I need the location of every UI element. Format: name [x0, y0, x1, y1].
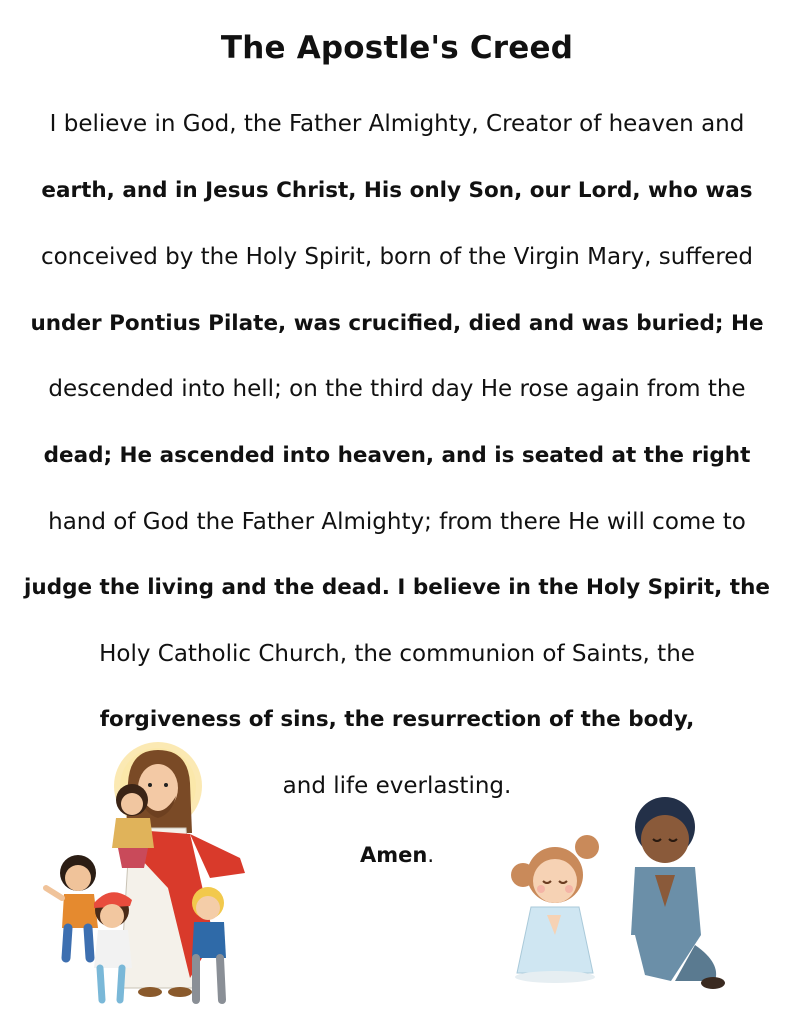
- praying-children-illustration: [495, 795, 735, 995]
- creed-line: conceived by the Holy Spirit, born of the Virgin Mary, suffered: [40, 244, 754, 270]
- creed-line: judge the living and the dead. I believe in the Holy Spirit, the: [24, 575, 770, 600]
- page-title: The Apostle's Creed: [220, 30, 574, 66]
- amen-punct: .: [427, 843, 434, 867]
- creed-line: Holy Catholic Church, the communion of Saints, the: [99, 641, 695, 667]
- creed-line: forgiveness of sins, the resurrection of the body,: [99, 707, 695, 732]
- creed-line: dead; He ascended into heaven, and is seated at the right: [43, 443, 751, 468]
- amen-word: Amen: [359, 843, 428, 867]
- creed-line: I believe in God, the Father Almighty, Creator of heaven and: [49, 111, 745, 137]
- creed-line: earth, and in Jesus Christ, His only Son, our Lord, who was: [41, 178, 753, 203]
- creed-line: under Pontius Pilate, was crucified, died and was buried; He: [30, 311, 764, 336]
- creed-line: hand of God the Father Almighty; from there He will come to: [48, 509, 746, 535]
- creed-line: descended into hell; on the third day He rose again from the: [48, 376, 746, 402]
- creed-line: and life everlasting.: [282, 773, 512, 799]
- jesus-with-children-illustration: [40, 738, 255, 1018]
